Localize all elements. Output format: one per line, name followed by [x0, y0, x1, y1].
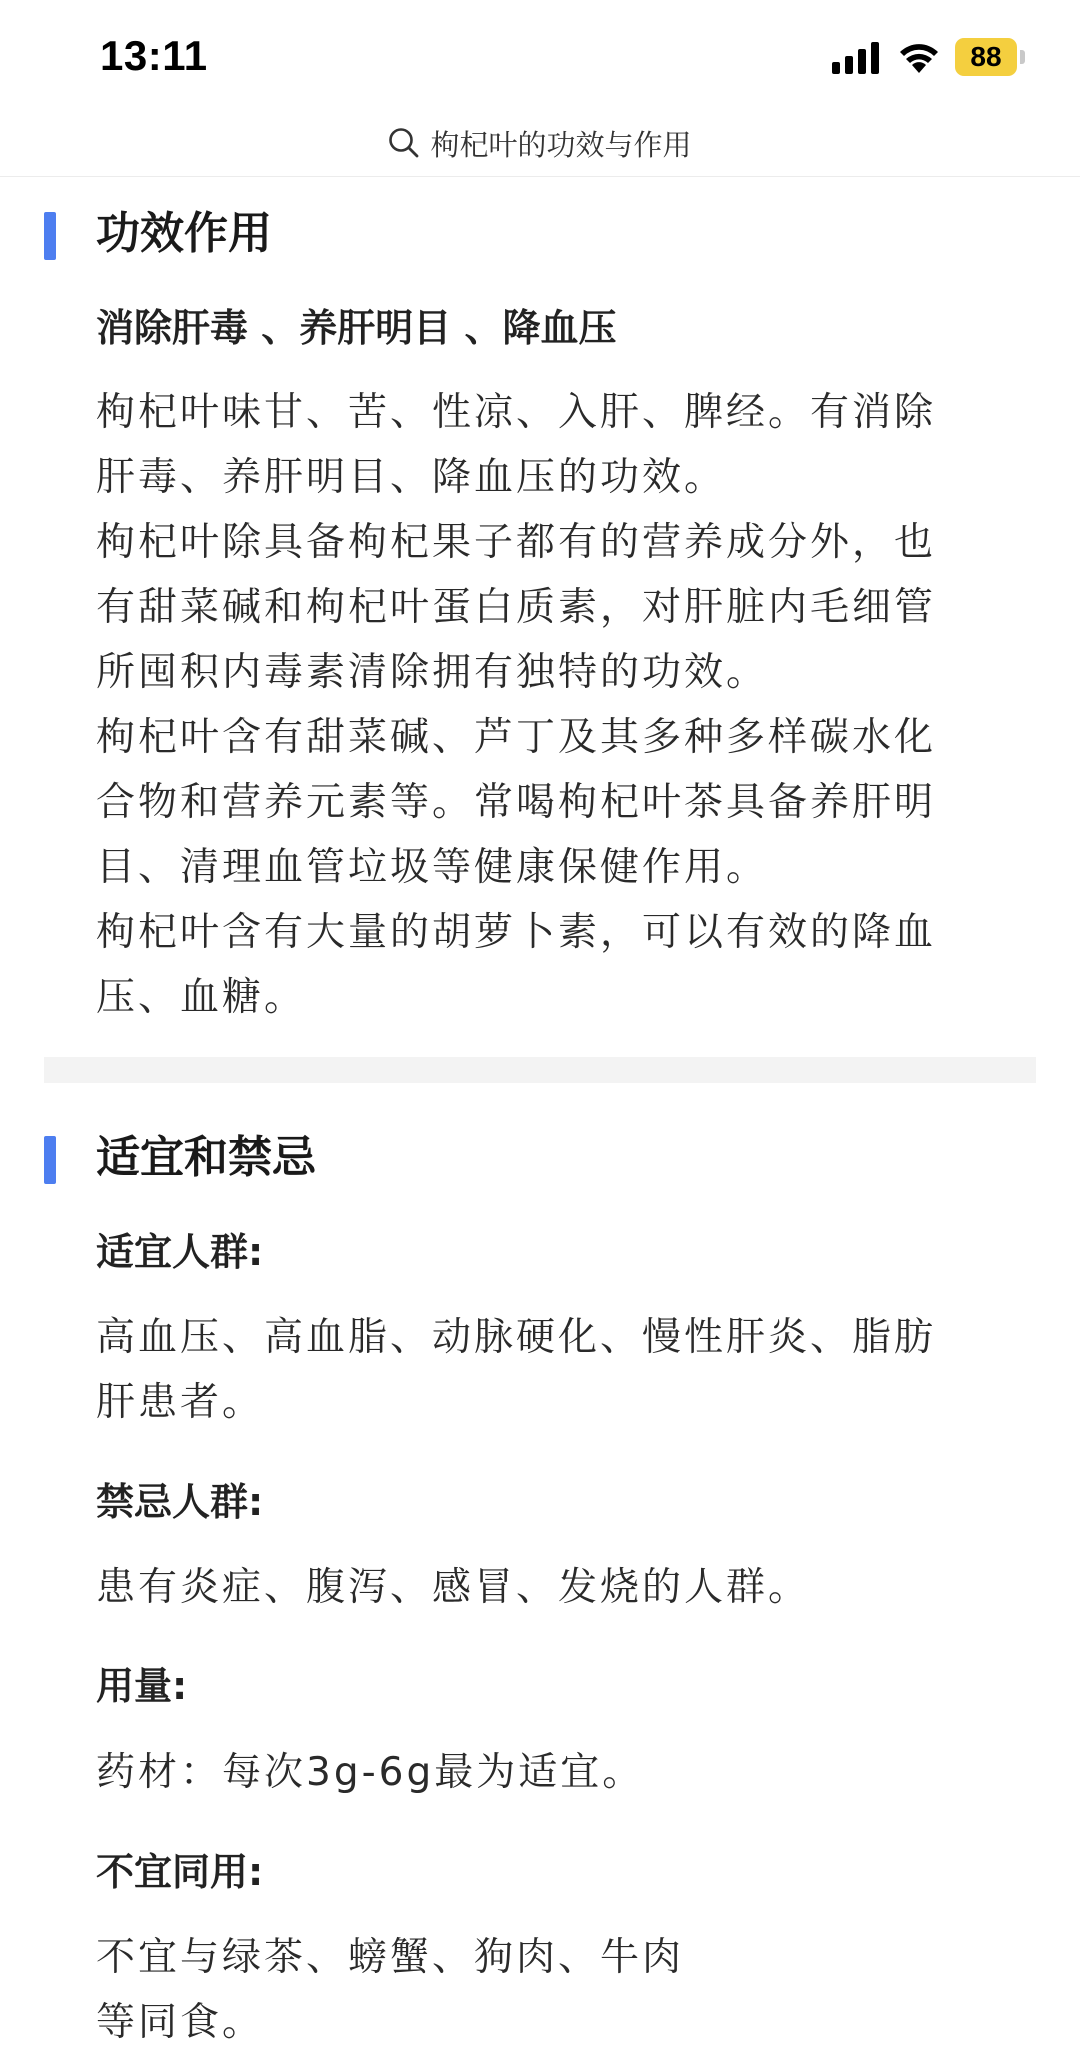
effects-line: 枸杞叶含有大量的胡萝卜素，可以有效的降血 [96, 910, 937, 955]
avoid-line: 等同食。 [96, 2000, 265, 2045]
suitable-text [96, 1305, 996, 1435]
effects-line: 目、清理血管垃圾等健康保健作用。 [96, 845, 769, 890]
search-bar[interactable] [0, 118, 1080, 177]
avoid-label: 不宜同用: [96, 1850, 264, 1894]
suitable-label: 适宜人群: [96, 1230, 264, 1274]
taboo-label: 禁忌人群: [96, 1480, 264, 1524]
effects-line: 所囤积内毒素清除拥有独特的功效。 [96, 650, 769, 695]
taboo-text: 患有炎症、腹泻、感冒、发烧的人群。 [96, 1565, 811, 1610]
effects-line: 枸杞叶含有甜菜碱、芦丁及其多种多样碳水化 [96, 715, 937, 760]
effects-subtitle: 消除肝毒 、养肝明目 、降血压 [96, 306, 617, 350]
dosage-label: 用量: [96, 1664, 188, 1708]
avoid-line: 不宜与绿茶、螃蟹、狗肉、牛肉 [96, 1935, 685, 1980]
signal-icon [832, 42, 882, 74]
section-accent-bar [44, 212, 56, 260]
effects-line: 枸杞叶味甘、苦、性凉、入肝、脾经。有消除 [96, 390, 937, 435]
section-divider [44, 1057, 1036, 1083]
wifi-icon [898, 40, 940, 74]
effects-line: 压、血糖。 [96, 975, 307, 1020]
effects-line: 枸杞叶除具备枸杞果子都有的营养成分外，也 [96, 520, 937, 565]
search-query: 枸杞叶的功效与作用 [430, 127, 692, 162]
search-icon [388, 127, 420, 159]
battery-icon [955, 38, 1025, 76]
dosage-text: 药材：每次3g-6g最为适宜。 [96, 1750, 645, 1795]
battery-level: 88 [955, 38, 1017, 76]
search-inner [388, 123, 691, 164]
suitable-line: 肝患者。 [96, 1380, 265, 1425]
battery-tip [1020, 50, 1025, 64]
avoid-text [96, 1925, 996, 2055]
status-bar [0, 0, 1080, 118]
suitable-line: 高血压、高血脂、动脉硬化、慢性肝炎、脂肪 [96, 1315, 937, 1360]
effects-paragraph [96, 380, 996, 1030]
section-title-suitability: 适宜和禁忌 [96, 1132, 316, 1183]
status-time: 13:11 [100, 32, 208, 79]
section-title-effects: 功效作用 [96, 208, 272, 259]
effects-line: 有甜菜碱和枸杞叶蛋白质素，对肝脏内毛细管 [96, 585, 937, 630]
section-accent-bar [44, 1136, 56, 1184]
effects-line: 肝毒、养肝明目、降血压的功效。 [96, 455, 727, 500]
effects-line: 合物和营养元素等。常喝枸杞叶茶具备养肝明 [96, 780, 937, 825]
